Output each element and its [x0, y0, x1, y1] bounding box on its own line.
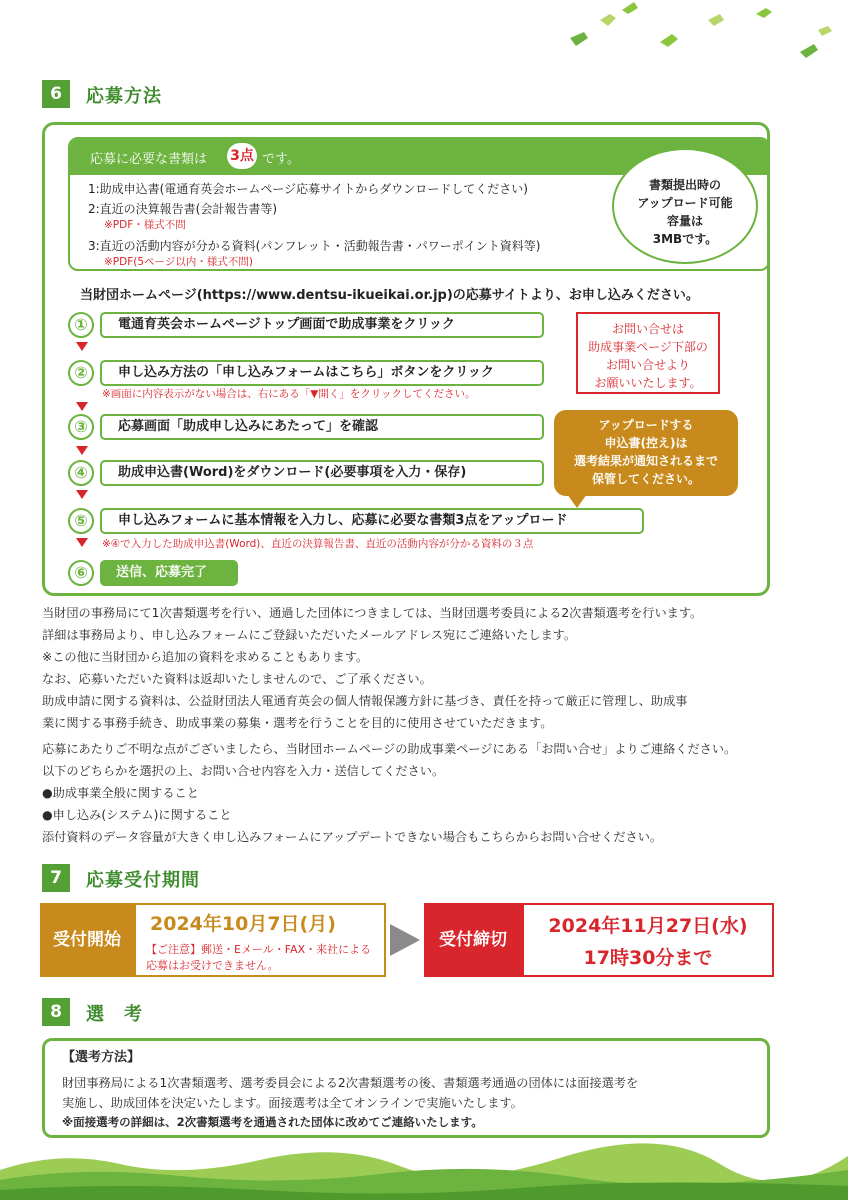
step-2-number: ②	[68, 360, 94, 386]
paragraph-2-line: ●申し込み(システム)に関すること	[42, 808, 232, 822]
reception-start-note-1: 【ご注意】郵送・Eメール・FAX・来社による	[146, 943, 372, 956]
step-arrow-1	[76, 342, 88, 351]
contact-line-1: お問い合せは	[611, 322, 684, 336]
upload-note-line-4: 保管してください。	[591, 472, 700, 486]
capacity-line-4: 3MBです。	[652, 232, 718, 246]
period-arrow-icon	[388, 922, 422, 958]
reception-end-label: 受付締切	[424, 903, 522, 977]
reception-start-date: 2024年10月7日(月)	[150, 913, 336, 935]
section-8-number: 8	[42, 998, 70, 1026]
upload-keep-notice	[554, 410, 738, 496]
section-7-number: 7	[42, 864, 70, 892]
step-arrow-3	[76, 446, 88, 455]
reception-end-box	[522, 903, 774, 977]
selection-line-1: 財団事務局による1次書類選考、選考委員会による2次書類選考の後、書類選考通過の団体には面接選考を	[62, 1076, 639, 1090]
doc-item-3-note: ※PDF(5ページ以内・様式不問)	[104, 256, 253, 268]
contact-info-box	[576, 312, 720, 394]
paragraph-1-line: なお、応募いただいた資料は返却いたしませんので、ご了承ください。	[42, 672, 432, 686]
upload-capacity-circle	[612, 148, 758, 264]
step-arrow-2	[76, 402, 88, 411]
reception-start-box	[134, 903, 386, 977]
selection-line-2: 実施し、助成団体を決定いたします。面接選考は全てオンラインで実施いたします。	[62, 1096, 523, 1110]
grass-footer-decoration	[0, 1140, 848, 1200]
paragraph-2-line: 応募にあたりご不明な点がございましたら、当財団ホームページの助成事業ページにある「お問い合せ」よりご連絡ください。	[42, 742, 737, 756]
paragraph-1-line: 助成申請に関する資料は、公益財団法人電通育英会の個人情報保護方針に基づき、責任を持って厳正に管理し、助成事	[42, 694, 688, 708]
step-5-note: ※④で入力した助成申込書(Word)、直近の決算報告書、直近の活動内容が分かる資料の３点	[102, 538, 534, 550]
step-1-box: 電通育英会ホームページトップ画面で助成事業をクリック	[100, 312, 544, 338]
selection-note: ※面接選考の詳細は、2次書類選考を通過された団体に改めてご連絡いたします。	[62, 1115, 483, 1129]
upload-notice-tail	[567, 494, 587, 508]
section-6-title: 応募方法	[86, 86, 162, 107]
upload-note-line-3: 選考結果が通知されるまで	[573, 454, 718, 468]
step-6-number: ⑥	[68, 560, 94, 586]
doc-item-1: 1:助成申込書(電通育英会ホームページ応募サイトからダウンロードしてください)	[88, 182, 528, 196]
doc-item-2: 2:直近の決算報告書(会計報告書等)	[88, 202, 278, 216]
step-4-box: 助成申込書(Word)をダウンロード(必要事項を入力・保存)	[100, 460, 544, 486]
step-3-box: 応募画面「助成申し込みにあたって」を確認	[100, 414, 544, 440]
paragraph-1-line: 当財団の事務局にて1次書類選考を行い、通過した団体につきましては、当財団選考委員による2次書類選考を行います。	[42, 606, 703, 620]
step-arrow-4	[76, 490, 88, 499]
contact-line-2: 助成事業ページ下部の	[588, 340, 708, 354]
capacity-line-2: アップロード可能	[637, 196, 733, 210]
section-6-number: 6	[42, 80, 70, 108]
reception-start-note-2: 応募はお受けできません。	[146, 959, 279, 972]
step-5-number: ⑤	[68, 508, 94, 534]
section-8-title: 選 考	[86, 1004, 143, 1025]
paragraph-1-line: 業に関する事務手続き、助成事業の募集・選考を行うことを目的に使用させていただきます。	[42, 716, 553, 730]
selection-box-title: 【選考方法】	[62, 1050, 141, 1065]
step-4-number: ④	[68, 460, 94, 486]
step-3-number: ③	[68, 414, 94, 440]
paragraph-1-line: ※この他に当財団から追加の資料を求めることもあります。	[42, 650, 369, 664]
step-6-box: 送信、応募完了	[100, 560, 238, 586]
reception-end-date: 2024年11月27日(水)	[548, 915, 748, 937]
docs-count-badge: 3点	[227, 143, 257, 169]
paragraph-1-line: 詳細は事務局より、申し込みフォームにご登録いただいたメールアドレス宛にご連絡いたします。	[42, 628, 577, 642]
capacity-line-3: 容量は	[666, 214, 703, 228]
paragraph-2-line: 以下のどちらかを選択の上、お問い合せ内容を入力・送信してください。	[42, 764, 445, 778]
doc-item-2-note: ※PDF・様式不問	[104, 219, 186, 231]
step-2-box: 申し込み方法の「申し込みフォームはこちら」ボタンをクリック	[100, 360, 544, 386]
reception-start-label: 受付開始	[40, 903, 134, 977]
application-site-text: 当財団ホームページ(https://www.dentsu-ikueikai.or.jp)の応募サイトより、お申し込みください。	[80, 288, 699, 303]
contact-line-4: お願いいたします。	[594, 376, 702, 390]
docs-header-prefix: 応募に必要な書類は	[90, 152, 208, 167]
doc-item-3: 3:直近の活動内容が分かる資料(パンフレット・活動報告書・パワーポイント資料等)	[88, 239, 541, 253]
upload-note-line-1: アップロードする	[598, 418, 694, 432]
paragraph-2-line: ●助成事業全般に関すること	[42, 786, 199, 800]
step-2-note: ※画面に内容表示がない場合は、右にある「▼開く」をクリックしてください。	[102, 388, 476, 400]
step-arrow-5	[76, 538, 88, 547]
birds-decoration	[560, 0, 848, 70]
docs-header-suffix: です。	[262, 152, 300, 167]
upload-note-line-2: 申込書(控え)は	[604, 436, 688, 450]
paragraph-2-line: 添付資料のデータ容量が大きく申し込みフォームにアップデートできない場合もこちらからお問い合せください。	[42, 830, 663, 844]
step-5-box: 申し込みフォームに基本情報を入力し、応募に必要な書類3点をアップロード	[100, 508, 644, 534]
reception-end-time: 17時30分まで	[583, 947, 713, 969]
section-7-title: 応募受付期間	[86, 870, 200, 891]
step-1-number: ①	[68, 312, 94, 338]
contact-line-3: お問い合せより	[605, 358, 690, 372]
capacity-line-1: 書類提出時の	[648, 178, 721, 192]
